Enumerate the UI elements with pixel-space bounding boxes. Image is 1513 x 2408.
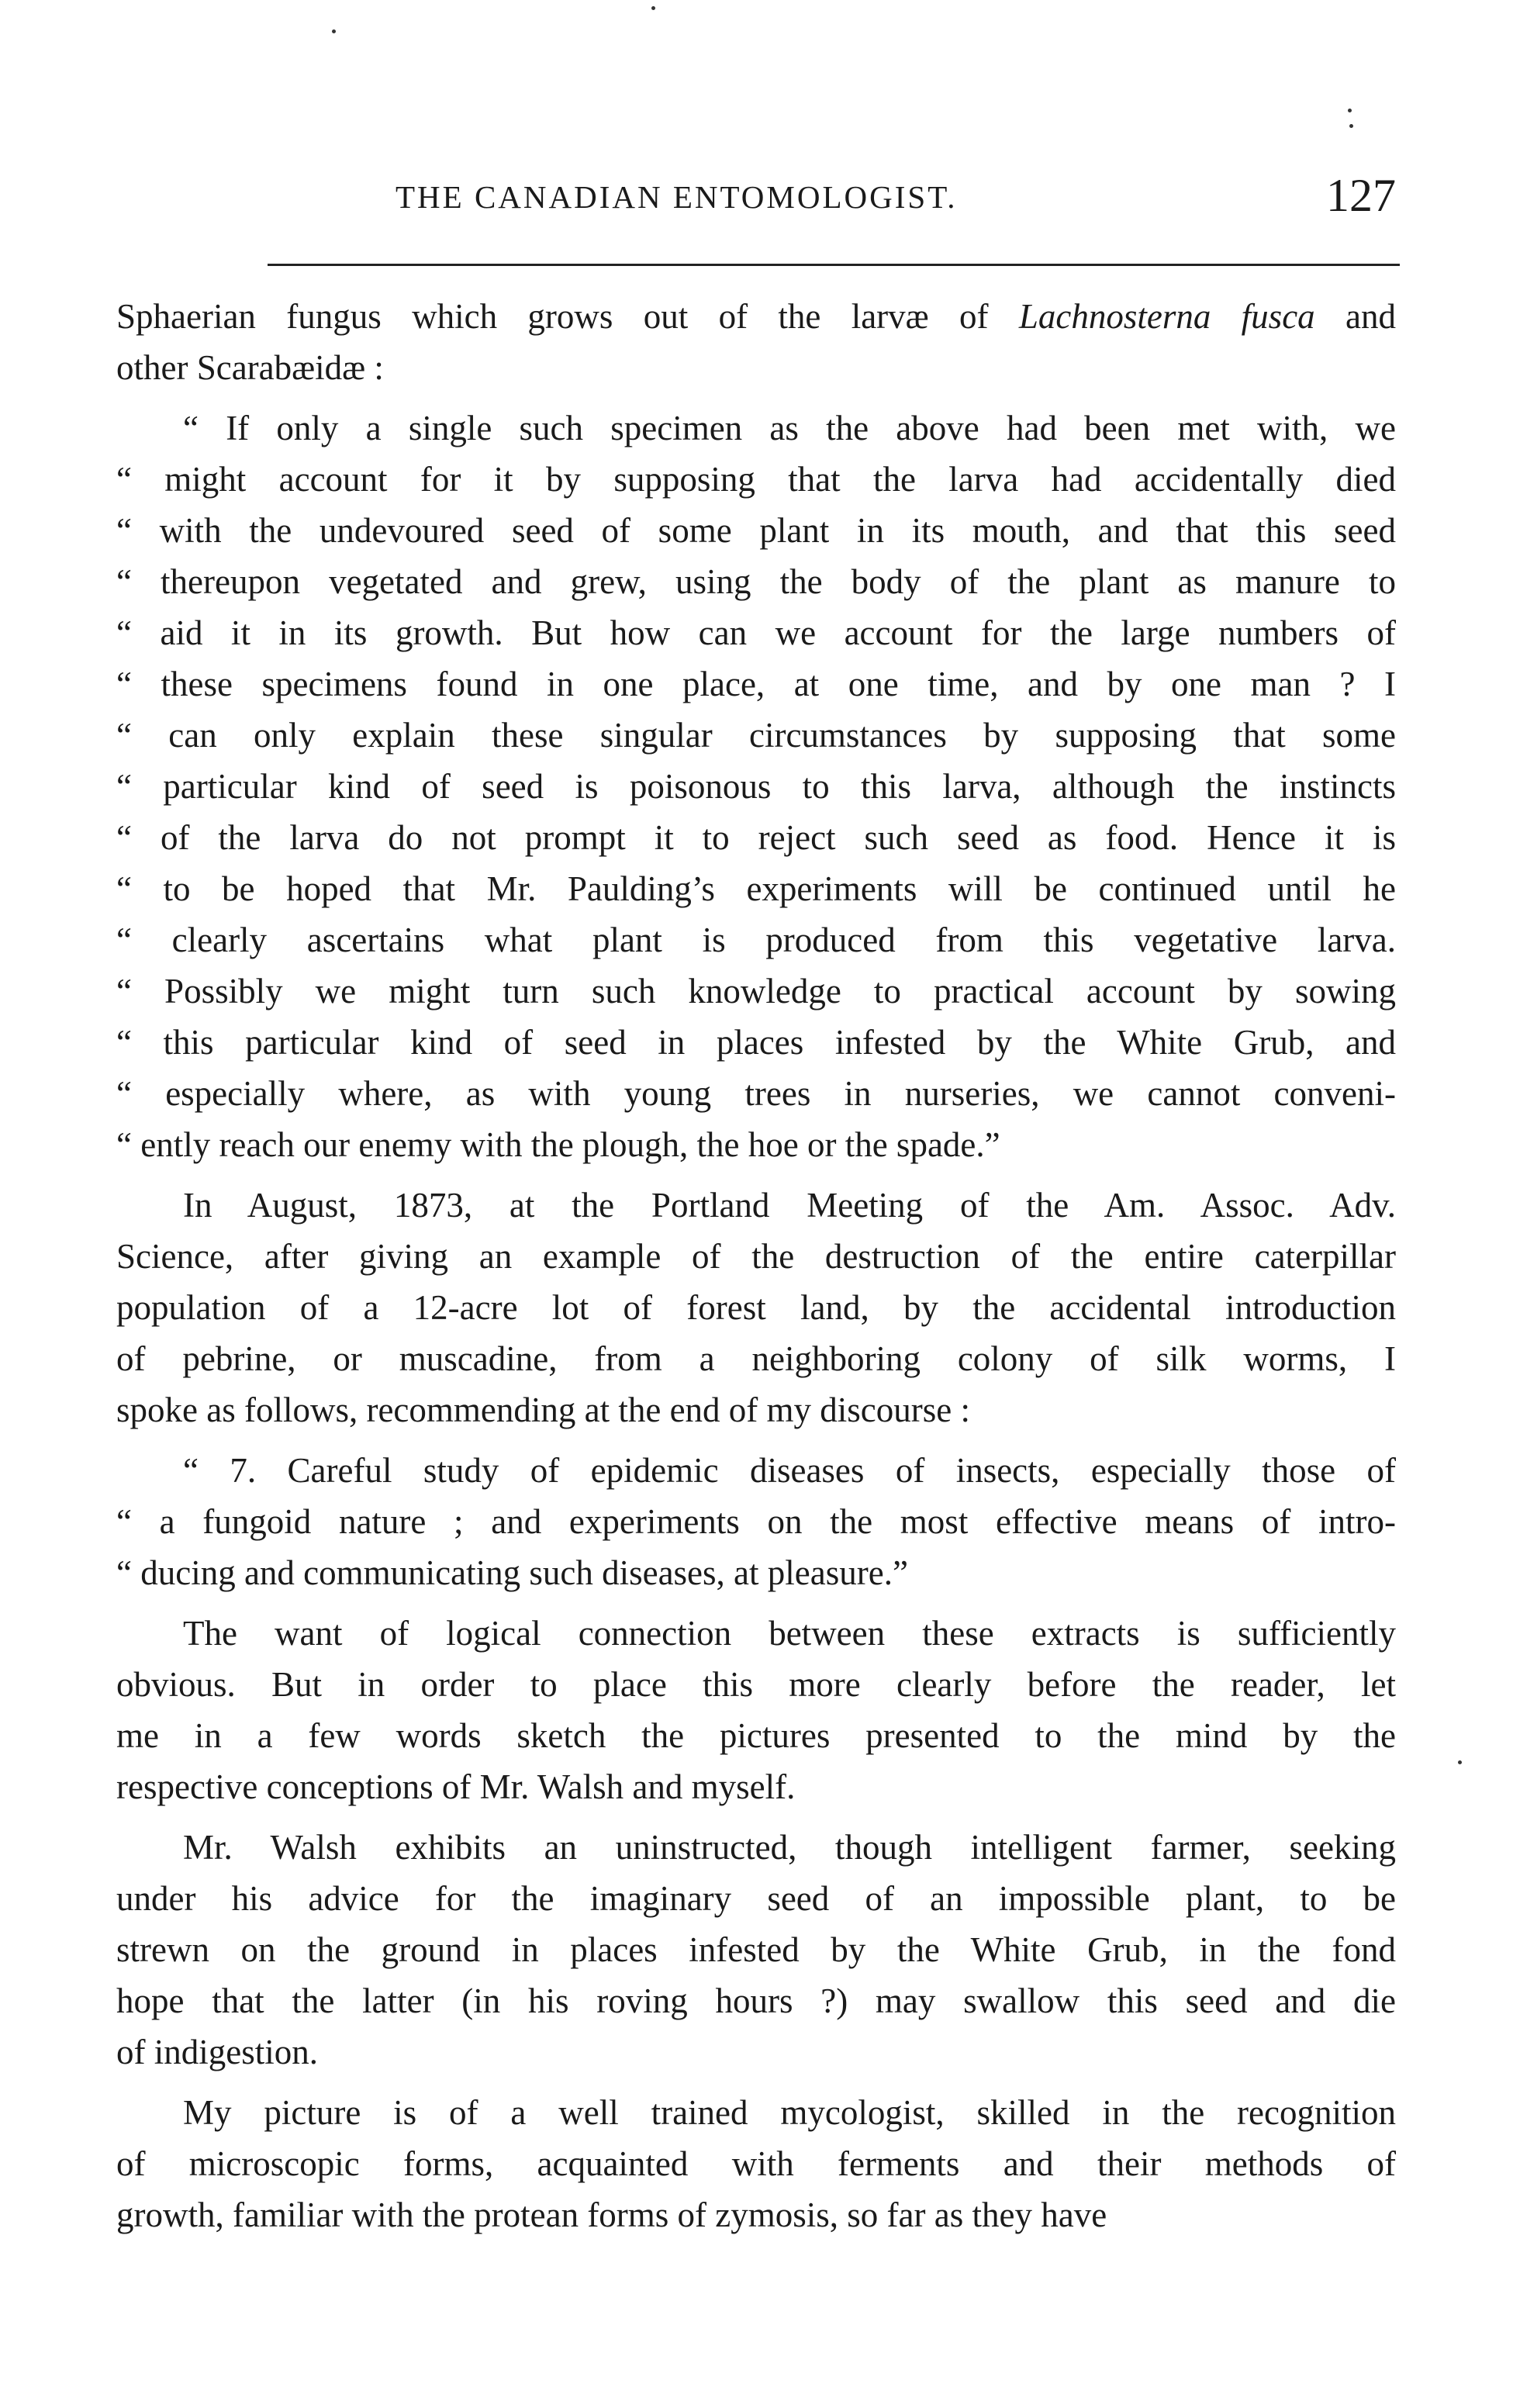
text-segment: Sphaerian fungus which grows out of the larvæ of	[116, 297, 1019, 336]
text-line	[116, 966, 1396, 1017]
text-segment: “ ently reach our enemy with the plough, the hoe or the spade.”	[116, 1125, 1000, 1164]
paragraph	[116, 1180, 1396, 1435]
text-segment: spoke as follows, recommending at the end of my discourse :	[116, 1391, 971, 1429]
text-segment: “ 7. Careful study of epidemic diseases of insects, especially those of	[183, 1451, 1396, 1490]
text-segment: population of a 12-acre lot of forest land, by the accidental introduction	[116, 1288, 1396, 1327]
paragraph	[116, 402, 1396, 1170]
print-speck	[1458, 1760, 1462, 1764]
text-segment: “ might account for it by supposing that the larva had accidentally died	[116, 460, 1396, 499]
text-line	[116, 761, 1396, 812]
text-line	[116, 454, 1396, 505]
text-segment: strewn on the ground in places infested by the White Grub, in the fond	[116, 1930, 1396, 1969]
text-line	[116, 1231, 1396, 1282]
text-segment: obvious. But in order to place this more clearly before the reader, let	[116, 1665, 1396, 1704]
text-line	[116, 2138, 1396, 2189]
text-line	[116, 1496, 1396, 1547]
text-segment: “ particular kind of seed is poisonous to this larva, although the instincts	[116, 767, 1396, 806]
text-line	[116, 291, 1396, 342]
page-header	[116, 169, 1396, 231]
paragraph	[116, 291, 1396, 393]
text-line	[116, 1384, 1396, 1435]
print-speck	[1349, 124, 1353, 128]
text-line	[116, 1445, 1396, 1496]
text-line	[116, 1119, 1396, 1170]
text-line	[116, 1659, 1396, 1710]
text-line	[116, 1710, 1396, 1761]
paragraph	[116, 1608, 1396, 1812]
paragraph-gap	[116, 1170, 1396, 1180]
text-line	[116, 1873, 1396, 1924]
text-segment: “ thereupon vegetated and grew, using the body of the plant as manure to	[116, 562, 1396, 601]
running-title: THE CANADIAN ENTOMOLOGIST.	[396, 179, 958, 215]
text-line	[116, 658, 1396, 710]
text-line	[116, 914, 1396, 966]
paragraph	[116, 1822, 1396, 2078]
text-segment: me in a few words sketch the pictures presented to the mind by the	[116, 1716, 1396, 1755]
text-segment: “ Possibly we might turn such knowledge to practical account by sowing	[116, 972, 1396, 1011]
text-line	[116, 1761, 1396, 1812]
paragraph-gap	[116, 393, 1396, 402]
text-line	[116, 1068, 1396, 1119]
text-segment: “ especially where, as with young trees in nurseries, we cannot conveni-	[116, 1074, 1396, 1113]
text-segment: of indigestion.	[116, 2033, 318, 2071]
header-rule	[268, 264, 1400, 266]
text-segment: growth, familiar with the protean forms of zymosis, so far as they have	[116, 2196, 1107, 2234]
text-line	[116, 1547, 1396, 1598]
text-segment: hope that the latter (in his roving hours ?) may swallow this seed and die	[116, 1981, 1396, 2020]
text-segment: “ If only a single such specimen as the above had been met with, we	[183, 409, 1396, 447]
text-segment: Science, after giving an example of the destruction of the entire caterpillar	[116, 1237, 1396, 1276]
text-segment: other Scarabæidæ :	[116, 348, 384, 387]
text-segment: respective conceptions of Mr. Walsh and myself.	[116, 1767, 796, 1806]
text-line	[116, 1333, 1396, 1384]
text-segment: “ to be hoped that Mr. Paulding’s experiments will be continued until he	[116, 869, 1396, 908]
text-segment: “ ducing and communicating such diseases, at pleasure.”	[116, 1553, 908, 1592]
paragraph-gap	[116, 1812, 1396, 1822]
text-segment: In August, 1873, at the Portland Meeting of the Am. Assoc. Adv.	[183, 1186, 1396, 1225]
text-segment: of microscopic forms, acquainted with ferments and their methods of	[116, 2144, 1396, 2183]
text-segment: “ these specimens found in one place, at one time, and by one man ? I	[116, 665, 1396, 703]
text-segment: of pebrine, or muscadine, from a neighboring colony of silk worms, I	[116, 1339, 1396, 1378]
text-segment: under his advice for the imaginary seed of an impossible plant, to be	[116, 1879, 1396, 1918]
text-segment: “ can only explain these singular circumstances by supposing that some	[116, 716, 1396, 755]
text-segment: The want of logical connection between these extracts is sufficiently	[183, 1614, 1396, 1653]
text-line	[116, 1822, 1396, 1873]
text-line	[116, 1975, 1396, 2026]
paragraph-gap	[116, 1598, 1396, 1608]
text-line	[116, 710, 1396, 761]
text-segment: “ of the larva do not prompt it to reject such seed as food. Hence it is	[116, 818, 1396, 857]
print-speck	[651, 6, 655, 10]
text-segment: “ with the undevoured seed of some plant in its mouth, and that this seed	[116, 511, 1396, 550]
text-segment: “ aid it in its growth. But how can we account for the large numbers of	[116, 613, 1396, 652]
text-line	[116, 607, 1396, 658]
paragraph-gap	[116, 1435, 1396, 1445]
text-segment: “ a fungoid nature ; and experiments on the most effective means of intro-	[116, 1502, 1396, 1541]
text-line	[116, 1282, 1396, 1333]
paragraph-gap	[116, 2078, 1396, 2087]
paragraph	[116, 2087, 1396, 2240]
species-name: Lachnosterna fusca	[1018, 297, 1315, 336]
text-line	[116, 402, 1396, 454]
paragraph	[116, 1445, 1396, 1598]
text-line	[116, 556, 1396, 607]
page-number: 127	[1326, 170, 1396, 221]
print-speck	[1348, 109, 1352, 112]
text-line	[116, 342, 1396, 393]
text-segment: and	[1314, 297, 1396, 336]
text-line	[116, 1924, 1396, 1975]
print-speck	[332, 29, 336, 33]
text-line	[116, 2026, 1396, 2078]
page-body	[116, 291, 1396, 2240]
text-segment: “ clearly ascertains what plant is produced from this vegetative larva.	[116, 921, 1396, 959]
text-line	[116, 1017, 1396, 1068]
text-line	[116, 863, 1396, 914]
text-line	[116, 2087, 1396, 2138]
text-segment: Mr. Walsh exhibits an uninstructed, though intelligent farmer, seeking	[183, 1828, 1396, 1867]
text-segment: My picture is of a well trained mycologist, skilled in the recognition	[183, 2093, 1396, 2132]
text-line	[116, 1608, 1396, 1659]
text-line	[116, 1180, 1396, 1231]
text-segment: “ this particular kind of seed in places infested by the White Grub, and	[116, 1023, 1396, 1062]
text-line	[116, 2189, 1396, 2240]
text-line	[116, 812, 1396, 863]
text-line	[116, 505, 1396, 556]
